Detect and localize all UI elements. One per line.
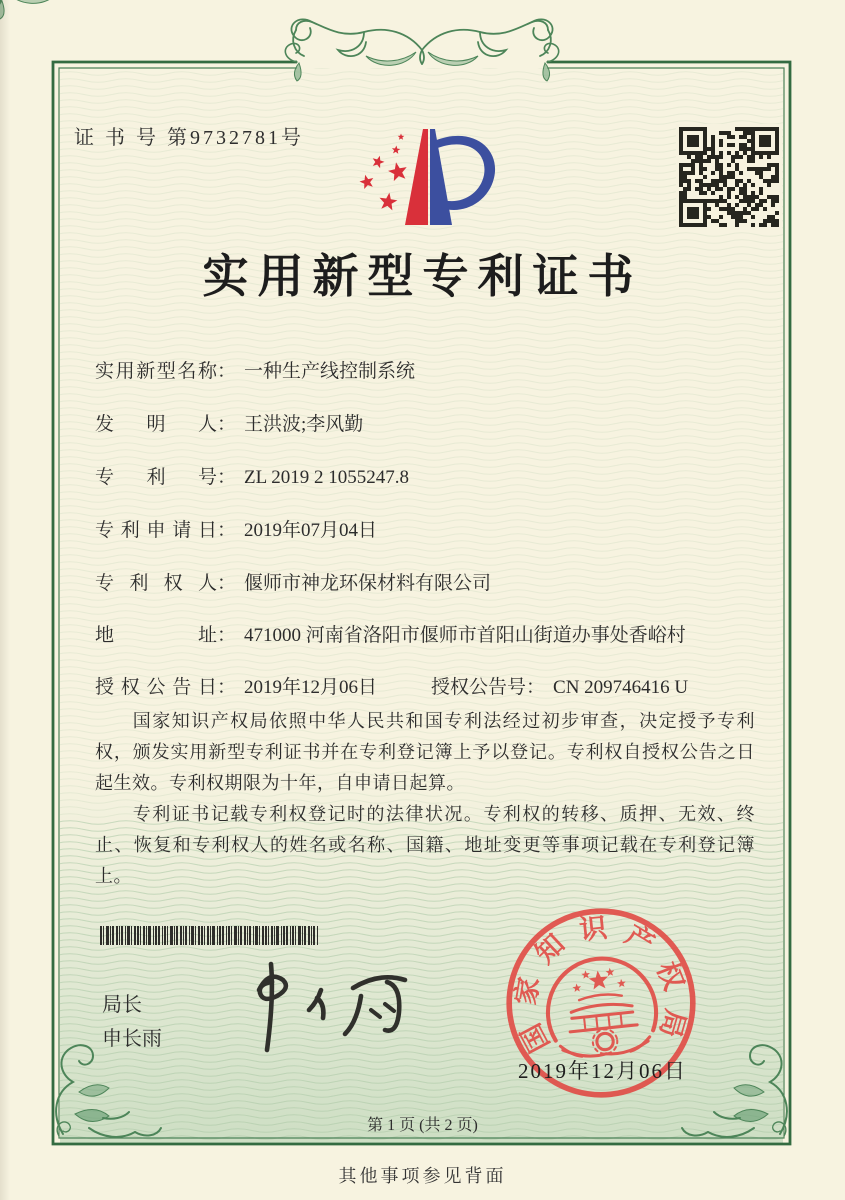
- legal-paragraph-2: 专利证书记载专利权登记时的法律状况。专利权的转移、质押、无效、终止、恢复和专利权人的姓名或名称、国籍、地址变更等事项记载在专利登记簿上。: [95, 804, 755, 886]
- field-value: 一种生产线控制系统: [244, 361, 416, 382]
- certificate-title: 实用新型专利证书: [202, 251, 643, 302]
- field-label: 授权公告日: [95, 677, 217, 698]
- field-row-grant-date: [95, 672, 755, 699]
- page-footer: 第 1 页 (共 2 页): [367, 1117, 478, 1134]
- svg-text:识: 识: [577, 911, 609, 946]
- cnipa-logo-icon: [331, 119, 523, 237]
- svg-text:局: 局: [654, 1006, 692, 1042]
- field-value: 471000 河南省洛阳市偃师市首阳山街道办事处香峪村: [244, 625, 686, 646]
- field-label: 授权公告号: [431, 677, 527, 698]
- field-label: 专利权人: [95, 573, 217, 594]
- field-value: CN 209746416 U: [553, 677, 689, 698]
- field-label: 专利申请日: [95, 520, 217, 541]
- svg-text:国: 国: [514, 1018, 556, 1058]
- legal-paragraph-1: 国家知识产权局依照中华人民共和国专利法经过初步审查，决定授予专利权，颁发实用新型专利证书并在专利登记簿上予以登记。专利权自授权公告之日起生效。专利权期限为十年，自申请日起算。: [95, 711, 755, 793]
- field-row-patent-no: [95, 462, 409, 489]
- handwritten-signature: [225, 956, 425, 1068]
- field-colon: ：: [217, 625, 237, 646]
- field-value: 偃师市神龙环保材料有限公司: [244, 573, 492, 594]
- field-row-name: [95, 356, 415, 383]
- svg-text:权: 权: [651, 957, 691, 995]
- certificate-number: 证 书 号 第9732781号: [74, 127, 304, 149]
- field-colon: ：: [217, 677, 237, 698]
- field-colon: ：: [217, 573, 237, 594]
- barcode: [100, 926, 326, 946]
- field-grant-number: [431, 672, 688, 699]
- svg-text:产: 产: [620, 918, 660, 960]
- seal-date: 2019年12月06日: [518, 1059, 687, 1083]
- field-colon: ：: [526, 677, 546, 698]
- field-row-patentee: [95, 568, 491, 595]
- qr-code: [676, 124, 782, 230]
- field-colon: ：: [217, 361, 237, 382]
- field-value: 2019年12月06日: [244, 677, 378, 698]
- field-value: 2019年07月04日: [244, 520, 378, 541]
- field-row-filing-date: [95, 515, 377, 542]
- svg-text:家: 家: [509, 974, 545, 1007]
- field-colon: ：: [217, 520, 237, 541]
- legal-text-block: [95, 706, 755, 892]
- field-label: 专利号: [95, 467, 217, 488]
- field-colon: ：: [217, 467, 237, 488]
- signer-name: 申长雨: [102, 1028, 162, 1050]
- field-value: ZL 2019 2 1055247.8: [244, 467, 410, 488]
- field-row-address: [95, 620, 686, 647]
- svg-text:知: 知: [529, 927, 571, 970]
- back-side-note: 其他事项参见背面: [338, 1166, 507, 1186]
- field-label: 发明人: [95, 414, 217, 435]
- field-label: 地址: [95, 625, 217, 646]
- field-value: 王洪波;李风勤: [244, 414, 364, 435]
- scan-edge-shadow: [0, 0, 10, 1200]
- field-colon: ：: [217, 414, 237, 435]
- field-row-inventor: [95, 409, 363, 436]
- signer-title: 局长: [102, 994, 142, 1016]
- field-label: 实用新型名称: [95, 361, 217, 382]
